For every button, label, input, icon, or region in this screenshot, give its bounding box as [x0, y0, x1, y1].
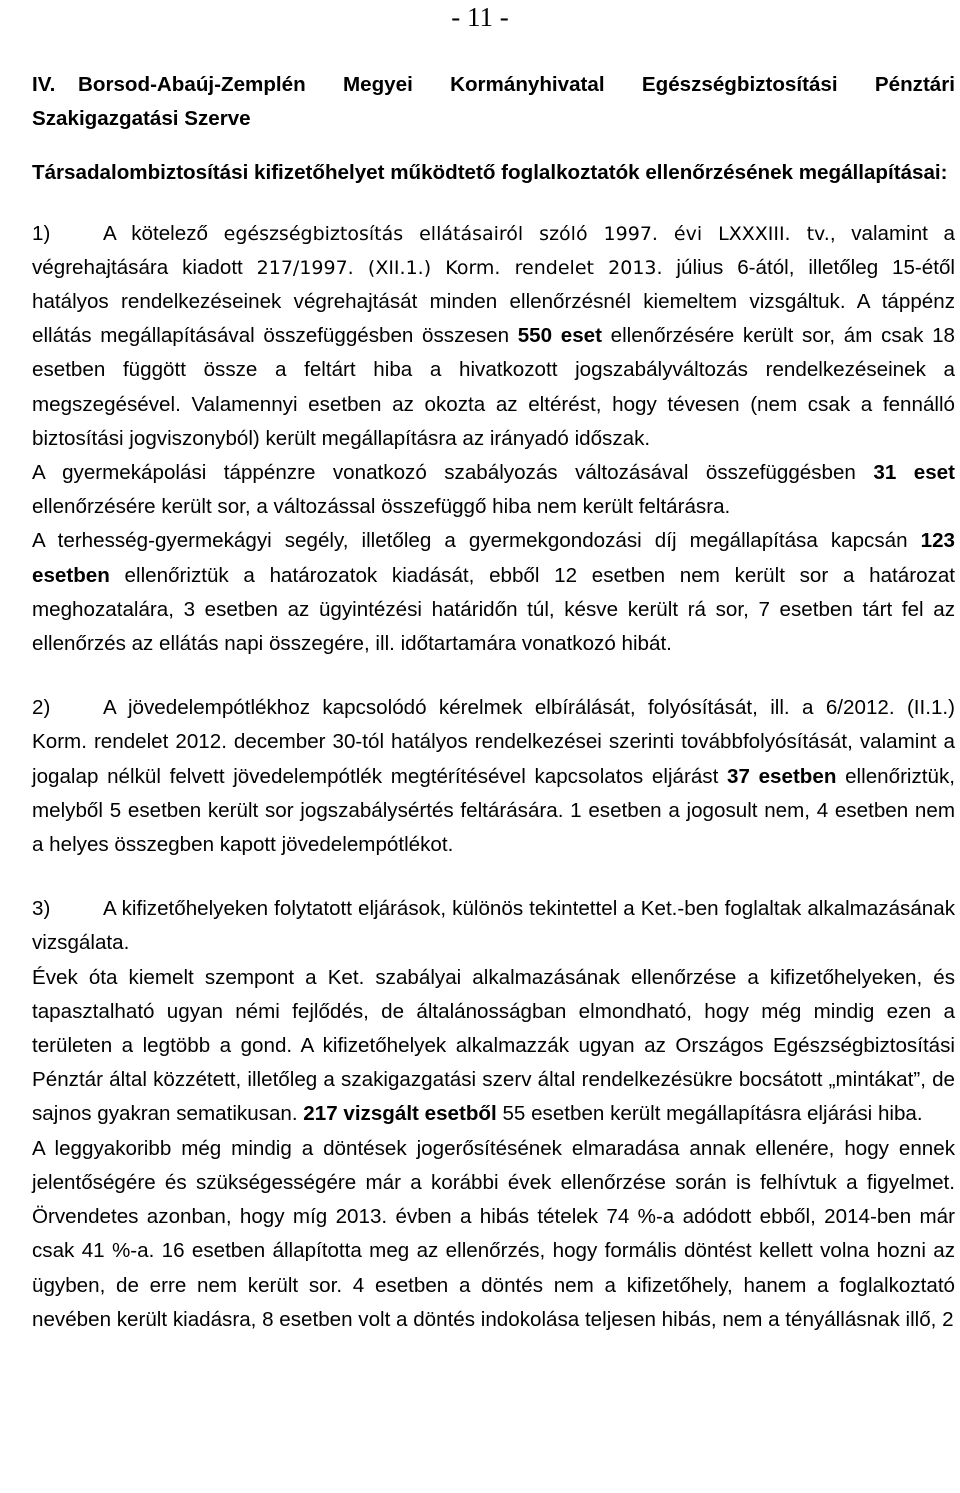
text-run: , valamint a végrehajtására kiadott	[32, 221, 955, 279]
text-run: A kötelező	[103, 221, 224, 245]
bold-text: 217 vizsgált esetből	[303, 1102, 497, 1126]
item-2-paragraph-1	[32, 691, 955, 862]
text-run: A jövedelempótlékhoz kapcsolódó kérelmek elbírálását, folyósítását, ill. a 6/2012. (II.1.) Korm. rendelet 2012. december 30-tól hatályos rendelkezései szerinti továbbfolyósítását, valamint a jogalap nélkül felvett jövedelempótlék megtérítésével kapcsolatos eljárást	[32, 696, 955, 788]
text-run: ellenőriztük a határozatok kiadását, ebből 12 esetben nem került sor a határozat meghozatalára, 3 esetben az ügyintézési határidőn túl, késve került rá sor, 7 esetben tárt fel az ellenőrzés az ellátás napi összegére, ill. időtartamára vonatkozó hibát.	[32, 563, 955, 656]
bold-text: 31 eset	[873, 461, 955, 485]
spacer	[32, 136, 955, 156]
text-run: ellenőrzésére került sor, a változással összefüggő hiba nem került feltárásra.	[32, 495, 731, 519]
item-3-number: 3)	[32, 897, 51, 921]
text-run: július 6-ától, illetőleg 15-étől hatályos rendelkezéseinek végrehajtását minden ellenőrzésnél kiemeltem vizsgáltuk. A táppénz ellátás megállapításával összefüggésben összesen	[32, 255, 955, 348]
spacer	[32, 862, 955, 892]
item-3-paragraph-2	[32, 961, 955, 1132]
item-3-paragraph-3: A leggyakoribb még mindig a döntések jogerősítésének elmaradása annak ellenére, hogy ennek jelentőségére és szükségességére már a korábbi évek ellenőrzése során is felhívtuk a figyelmet. Örvendetes azonban, hogy míg 2013. évben a hibás tételek 74 %-a adódott ebből, 2014-ben már csak 41 %-a. 16 esetben állapította meg az ellenőrzés, hogy formális döntést kellett volna hozni az ügyben, de erre nem került sor. 4 esetben a döntés nem a kifizetőhely, hanem a foglalkoztató nevében került kiadásra, 8 esetben volt a döntés indokolása teljesen hibás, nem a tényállásnak illő, 2	[32, 1136, 955, 1331]
spacer	[32, 191, 955, 217]
item-2-number: 2)	[32, 696, 51, 720]
item-3-paragraph-1	[32, 892, 955, 960]
bold-text: 123 esetben	[32, 529, 955, 587]
text-run: ellenőrzésére került sor, ám csak 18 esetben függött össze a feltárt hiba a hivatkozott jogszabályváltozás rendelkezéseinek a megszegésével. Valamennyi esetben az okozta az eltérést, hogy tévesen (nem csak a fennálló biztosítási jogviszonyból) került megállapításra az irányadó időszak.	[32, 324, 955, 450]
spacer	[32, 661, 955, 691]
text-run: Évek óta kiemelt szempont a Ket. szabályai alkalmazásának ellenőrzése a kifizetőhelyeken, és tapasztalható ugyan némi fejlődés, de általánosságban elmondható, hogy még mindig ezen a területen a legtöbb a gond. A kifizetőhelyek alkalmazzák ugyan az Országos Egészségbiztosítási Pénztár által közzétett, illetőleg a szakigazgatási szerv által rendelkezésükre bocsátott „mintákat”, de sajnos gyakran sematikusan.	[32, 965, 955, 1126]
text-run: 55 esetben került megállapításra eljárási hiba.	[496, 1102, 923, 1126]
bold-text: 550 eset	[517, 324, 602, 348]
section-title-text: Borsod-Abaúj-Zemplén Megyei Kormányhivatal Egészségbiztosítási Pénztári Szakigazgatási Szerve	[32, 73, 955, 131]
text-run: A kifizetőhelyeken folytatott eljárások, különös tekintettel a Ket.-ben foglaltak alkalmazásának vizsgálata.	[32, 897, 955, 955]
text-run: ellenőriztük, melyből 5 esetben került sor jogszabálysértés feltárására. 1 esetben a jogosult nem, 4 esetben nem a helyes összegben kapott jövedelempótlékot.	[32, 764, 955, 857]
item-1-paragraph-3	[32, 524, 955, 661]
document-body	[32, 68, 955, 1337]
item-1-number: 1)	[32, 221, 51, 245]
item-1-paragraph-2	[32, 456, 955, 524]
section-title	[32, 68, 955, 136]
text-run: A gyermekápolási táppénzre vonatkozó szabályozás változásával összefüggésben	[32, 461, 874, 485]
item-1-paragraph-1	[32, 217, 955, 456]
page-number: - 11 -	[451, 2, 509, 32]
section-number: IV.	[32, 73, 56, 96]
text-run: A terhesség-gyermekágyi segély, illetőleg a gyermekgondozási díj megállapítása kapcsán	[32, 529, 921, 553]
text-run: egészségbiztosítás ellátásairól szóló 1997. évi LXXXIII. tv.	[223, 222, 830, 245]
text-run: 217/1997. (XII.1.) Korm. rendelet 2013.	[256, 256, 663, 279]
subheading: Társadalombiztosítási kifizetőhelyet működtető foglalkoztatók ellenőrzésének megállapításai:	[32, 161, 948, 185]
bold-text: 37 esetben	[727, 764, 837, 788]
